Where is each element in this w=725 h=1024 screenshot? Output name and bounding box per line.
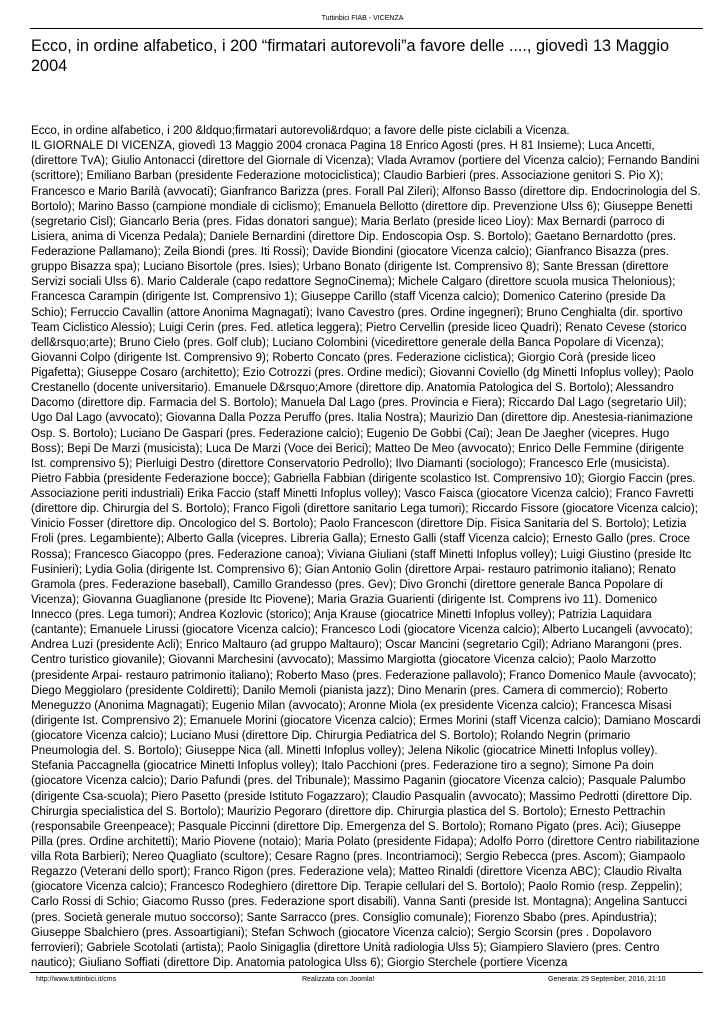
footer-divider: [30, 972, 703, 973]
article-title: Ecco, in ordine alfabetico, i 200 “firmatari autorevoli”a favore delle ...., giovedì 13 Maggio 2004: [31, 37, 670, 75]
footer-credit: Realizzata con Joomla!: [302, 976, 375, 983]
footer-url: http://www.tuttinbici.it/cms: [36, 976, 117, 983]
header-divider: [30, 28, 703, 29]
site-header: Tuttinbici FIAB - VICENZA: [321, 15, 404, 22]
article-body: [31, 123, 701, 970]
article-text: IL GIORNALE DI VICENZA, giovedì 13 Maggio 2004 cronaca Pagina 18 Enrico Agosti (pres. H 81 Insieme); Luca Ancetti, (direttore TvA); Giulio Antonacci (direttore del Giornale di Vicenza); Vlada Avramov (portiere del Vicenza calcio); Fernando Bandini (scrittore); Emiliano Barban (presidente Federazione motociclistica); Claudio Barbieri (pres. Associazione genitori S. Pio X); Francesco e Mario Barilà (avvocati); Gianfranco Barizza (pres. Forall Pal Zileri); Alfonso Basso (direttore dip. Endocrinologia del S. Bortolo); Marino Basso (campione mondiale di ciclismo); Emanuela Bellotto (direttore dip. Prevenzione Ulss 6); Giuseppe Benetti (segretario Cisl); Giancarlo Beria (pres. Fidas donatori sangue); Maria Berlato (preside liceo Lioy): Max Bernardi (parroco di Lisiera, anima di Vicenza Pedala); Daniele Bernardini (direttore Dip. Endoscopia Osp. S. Bortolo); Gaetano Bernardotto (pres. Federazione Pallamano); Zeila Biondi (pres. Iti Rossi); Davide Biondini (giocatore Vicenza calcio); Gianfranco Bisazza (pres. gruppo Bisazza spa); Luciano Bisortole (pres. Isies); Urbano Bonato (dirigente Ist. Comprensivo 8); Sante Bressan (direttore Servizi sociali Ulss 6). Mario Calderale (capo redattore SegnoCinema); Michele Calgaro (direttore scuola musica Thelonious); Francesca Carampin (dirigente Ist. Comprensivo 1); Giuseppe Carillo (staff Vicenza calcio); Domenico Caterino (preside Da Schio); Ferruccio Cavallin (attore Anonima Magnagati); Ivano Cavestro (pres. Ordine ingegneri); Bruno Cenghialta (dir. sportivo Team Ciclistico Alessio); Luigi Cerin (pres. Fed. atletica leggera); Pietro Cervellin (preside liceo Quadri); Renato Cevese (storico dell&rsquo;arte); Bruno Cielo (pres. Golf club); Luciano Colombini (vicedirettore generale della Banca Popolare di Vicenza); Giovanni Colpo (dirigente Ist. Comprensivo 9); Roberto Concato (pres. Federazione ciclistica); Giorgio Corà (preside liceo Pigafetta); Giuseppe Cosaro (architetto); Ezio Cotrozzi (pres. Ordine medici); Giovanni Coviello (dg Minetti Infoplus volley); Paolo Crestanello (docente universitario). Emanuele D&rsquo;Amore (direttore dip. Anatomia Patologica del S. Bortolo); Alessandro Dacomo (direttore dip. Farmacia del S. Bortolo); Manuela Dal Lago (pres. Provincia e Fiera); Riccardo Dal Lago (segretario Uil); Ugo Dal Lago (avvocato); Giovanna Dalla Pozza Peruffo (pres. Italia Nostra); Maurizio Dan (direttore dip. Anestesia-rianimazione Osp. S. Bortolo); Luciano De Gaspari (pres. Federazione calcio); Eugenio De Gobbi (Cai); Jean De Jaegher (vicepres. Hugo Boss); Bepi De Marzi (musicista); Luca De Marzi (Voce dei Berici); Matteo De Meo (avvocato); Enrico Delle Femmine (dirigente Ist. comprensivo 5); Pierluigi Destro (direttore Conservatorio Pedrollo); Ilvo Diamanti (sociologo); Francesco Erle (musicista). Pietro Fabbia (presidente Federazione bocce); Gabriella Fabbian (dirigente scolastico Ist. Comprensivo 10); Giorgio Faccin (pres. Associazione periti industriali) Erika Faccio (staff Minetti Infoplus volley); Vasco Faisca (giocatore Vicenza calcio); Franco Favretti (direttore dip. Chirurgia del S. Bortolo); Franco Figoli (direttore sanitario Lega tumori); Riccardo Fissore (giocatore Vicenza calcio); Vinicio Fosser (direttore dip. Oncologico del S. Bortolo); Paolo Francescon (direttore Dip. Fisica Sanitaria del S. Bortolo); Letizia Froli (pres. Legambiente); Alberto Galla (vicepres. Libreria Galla); Ernesto Galli (staff Vicenza calcio); Ernesto Gallo (pres. Croce Rossa); Francesco Giacoppo (pres. Federazione canoa); Viviana Giuliani (staff Minetti Infoplus volley); Luigi Giustino (preside Itc Fusinieri); Lydia Golia (dirigente Ist. Comprensivo 6); Gian Antonio Golin (direttore Arpai- restauro patrimonio italiano); Renato Gramola (pres. Federazione baseball), Camillo Grandesso (pres. Gev); Divo Gronchi (direttore generale Banca Popolare di Vicenza); Giovanna Guaglianone (preside Itc Piovene); Maria Grazia Guarienti (dirigente Ist. Comprens ivo 11). Domenico Innecco (pres. Lega tumori); Andrea Kozlovic (storico); Anja Krause (giocatrice Minetti Infoplus volley); Patrizia Laquidara (cantante); Emanuele Lirussi (giocatore Vicenza calcio); Francesco Lodi (giocatore Vicenza calcio); Alberto Lucangeli (avvocato); Andrea Luzi (presidente Acli); Enrico Maltauro (ad gruppo Maltauro); Oscar Mancini (segretario Cgil); Adriano Marangoni (pres. Centro turistico giovanile); Giovanni Marchesini (avvocato); Massimo Margiotta (giocatore Vicenza calcio); Paolo Marzotto (presidente Arpai- restauro patrimonio italiano); Roberto Maso (pres. Federazione pallavolo); Franco Domenico Maule (avvocato); Diego Meggiolaro (presidente Coldiretti); Danilo Memoli (pianista jazz); Dino Menarin (pres. Camera di commercio); Roberto Meneguzzo (Anonima Magnagati); Eugenio Milan (avvocato); Aronne Miola (ex presidente Vicenza calcio); Francesca Misasi (dirigente Ist. Comprensivo 2); Emanuele Morini (giocatore Vicenza calcio); Ermes Morini (staff Vicenza calcio); Damiano Moscardi (giocatore Vicenza calcio); Luciano Musi (direttore Dip. Chirurgia Pediatrica del S. Bortolo); Rolando Negrin (primario Pneumologia del. S. Bortolo); Giuseppe Nica (all. Minetti Infoplus volley); Jelena Nikolic (giocatrice Minetti Infoplus volley). Stefania Paccagnella (giocatrice Minetti Infoplus volley); Italo Pacchioni (pres. Federazione tiro a segno); Simone Pa doin (giocatore Vicenza calcio); Dario Pafundi (pres. del Tribunale); Massimo Paganin (giocatore Vicenza calcio); Pasquale Palumbo (dirigente Csa-scuola); Piero Pasetto (preside Istituto Fogazzaro); Claudio Pasqualin (avvocato); Massimo Pedrotti (direttore Dip. Chirurgia specialistica del S. Bortolo); Maurizio Pegoraro (direttore dip. Chirurgia plastica del S. Bortolo); Ernesto Pettrachin (responsabile Greenpeace); Pasquale Piccinni (direttore Dip. Emergenza del S. Bortolo); Romano Pigato (pres. Aci); Giuseppe Pilla (pres. Ordine architetti); Mario Piovene (notaio); Maria Polato (presidente Fidapa); Adolfo Porro (direttore Centro riabilitazione villa Rota Barbieri); Nereo Quagliato (scultore); Cesare Ragno (pres. Incontriamoci); Sergio Rebecca (pres. Ascom); Giampaolo Regazzo (Veterani dello sport); Franco Rigon (pres. Federazione vela); Matteo Rinaldi (direttore Vicenza ABC); Claudio Rivalta (giocatore Vicenza calcio); Francesco Rodeghiero (direttore Dip. Terapie cellulari del S. Bortolo); Paolo Romio (resp. Zeppelin); Carlo Rossi di Schio; Giacomo Russo (pres. Federazione sport disabili). Vanna Santi (preside Ist. Montagna); Angelina Santucci (pres. Società generale mutuo soccorso); Sante Sarracco (pres. Consiglio comunale); Fiorenzo Sbabo (pres. Apindustria); Giuseppe Sbalchiero (pres. Assoartigiani); Stefan Schwoch (giocatore Vicenza calcio); Sergio Scorsin (pres . Dopolavoro ferrovieri); Gabriele Scotolati (artista); Paolo Sinigaglia (direttore Unità radiologia Ulss 5); Giampiero Slaviero (pres. Centro nautico); Giuliano Soffiati (direttore Dip. Anatomia patologica Ulss 6); Giorgio Sterchele (portiere Vicenza: [31, 139, 701, 969]
footer-generated: Generata: 29 September, 2016, 21:10: [548, 976, 666, 983]
article-intro: Ecco, in ordine alfabetico, i 200 &ldquo;firmatari autorevoli&rdquo; a favore delle piste ciclabili a Vicenza.: [31, 124, 570, 137]
